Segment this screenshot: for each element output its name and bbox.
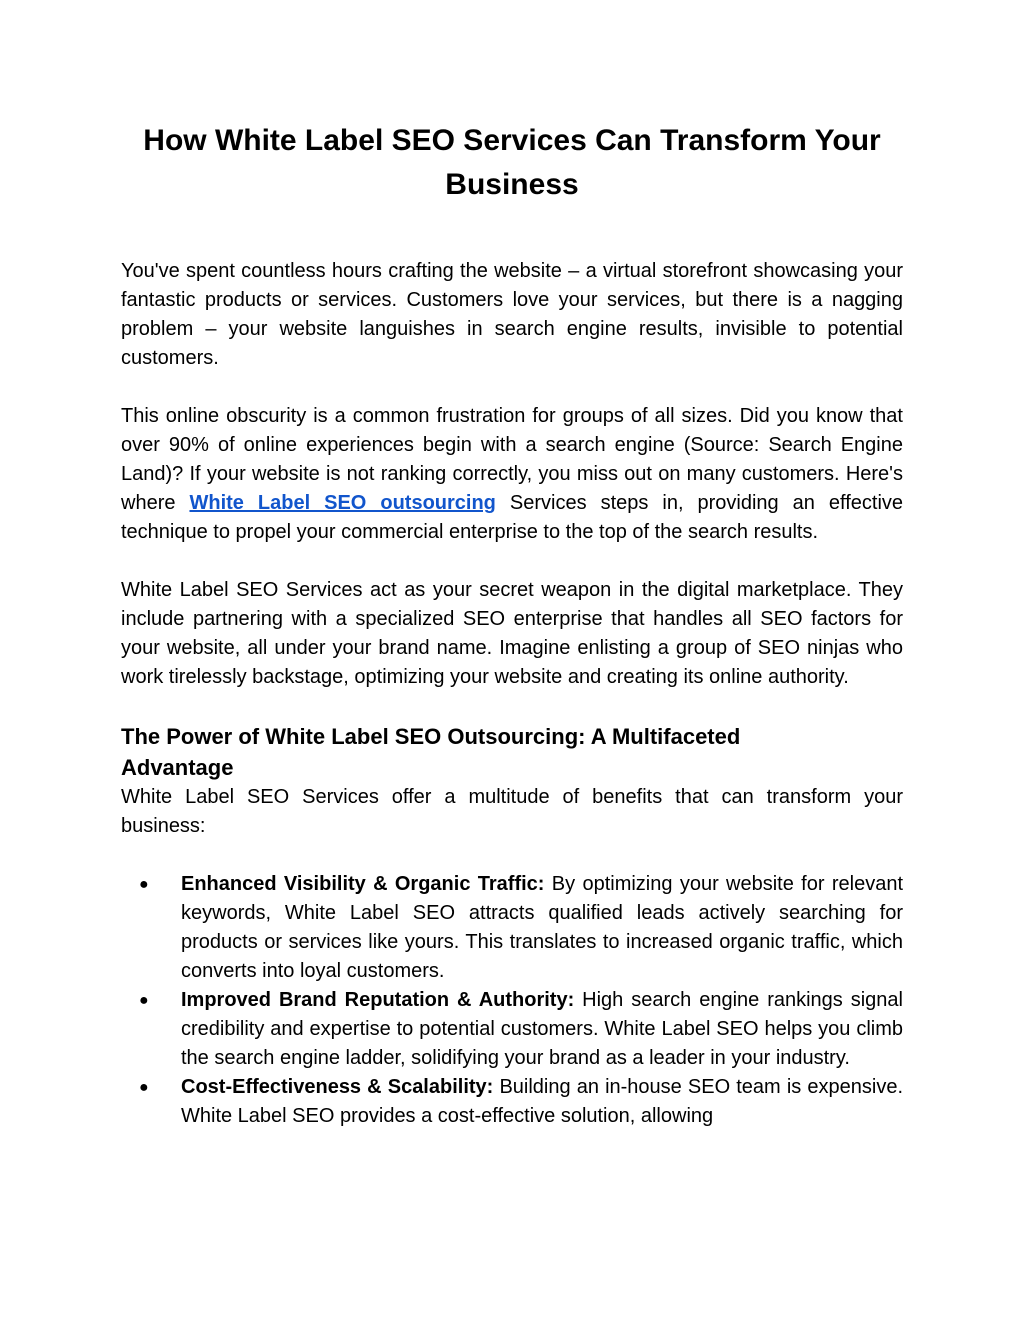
benefit-label: Improved Brand Reputation & Authority:	[181, 989, 575, 1011]
bullet-icon: ●	[139, 876, 149, 893]
white-label-seo-outsourcing-link[interactable]: White Label SEO outsourcing	[189, 492, 496, 514]
benefits-list	[121, 870, 903, 1131]
bullet-icon: ●	[139, 1079, 149, 1096]
obscurity-paragraph	[121, 402, 903, 547]
secret-weapon-paragraph: White Label SEO Services act as your secret weapon in the digital marketplace. They include partnering with a specialized SEO enterprise that handles all SEO factors for your website, all under your brand name. Imagine enlisting a group of SEO ninjas who work tirelessly backstage, optimizing your website and creating its online authority.	[121, 579, 903, 688]
section-intro: White Label SEO Services offer a multitude of benefits that can transform your business:	[121, 786, 903, 837]
benefit-label: Enhanced Visibility & Organic Traffic:	[181, 873, 545, 895]
intro-paragraph: You've spent countless hours crafting the website – a virtual storefront showcasing your fantastic products or services. Customers love your services, but there is a nagging problem – your website languishes in search engine results, invisible to potential customers.	[121, 260, 903, 369]
section-heading: The Power of White Label SEO Outsourcing: A Multifaceted Advantage	[121, 724, 741, 780]
list-item	[121, 986, 903, 1073]
benefit-text: High search engine rankings signal credibility and expertise to potential customers. White Label SEO helps you climb the search engine ladder, solidifying your brand as a leader in your industry.	[181, 989, 903, 1069]
list-item	[121, 870, 903, 986]
document-title: How White Label SEO Services Can Transform Your Business	[143, 124, 881, 201]
benefit-text: Building an in-house SEO team is expensive. White Label SEO provides a cost-effective solution, allowing	[181, 1076, 903, 1127]
document-page	[121, 119, 903, 1131]
list-item	[121, 1073, 903, 1131]
paragraph-text-after-link: Services steps in, providing an effective technique to propel your commercial enterprise to the top of the search results.	[121, 492, 904, 543]
benefit-label: Cost-Effectiveness & Scalability:	[181, 1076, 494, 1098]
benefit-text: By optimizing your website for relevant keywords, White Label SEO attracts qualified leads actively searching for products or services like yours. This translates to increased organic traffic, which converts into loyal customers.	[181, 873, 904, 982]
paragraph-text-before-link: This online obscurity is a common frustration for groups of all sizes. Did you know that over 90% of online experiences begin with a search engine (Source: Search Engine Land)? If your website is not ranking correctly, you miss out on many customers. Here's where	[121, 405, 903, 514]
bullet-icon: ●	[139, 992, 149, 1009]
